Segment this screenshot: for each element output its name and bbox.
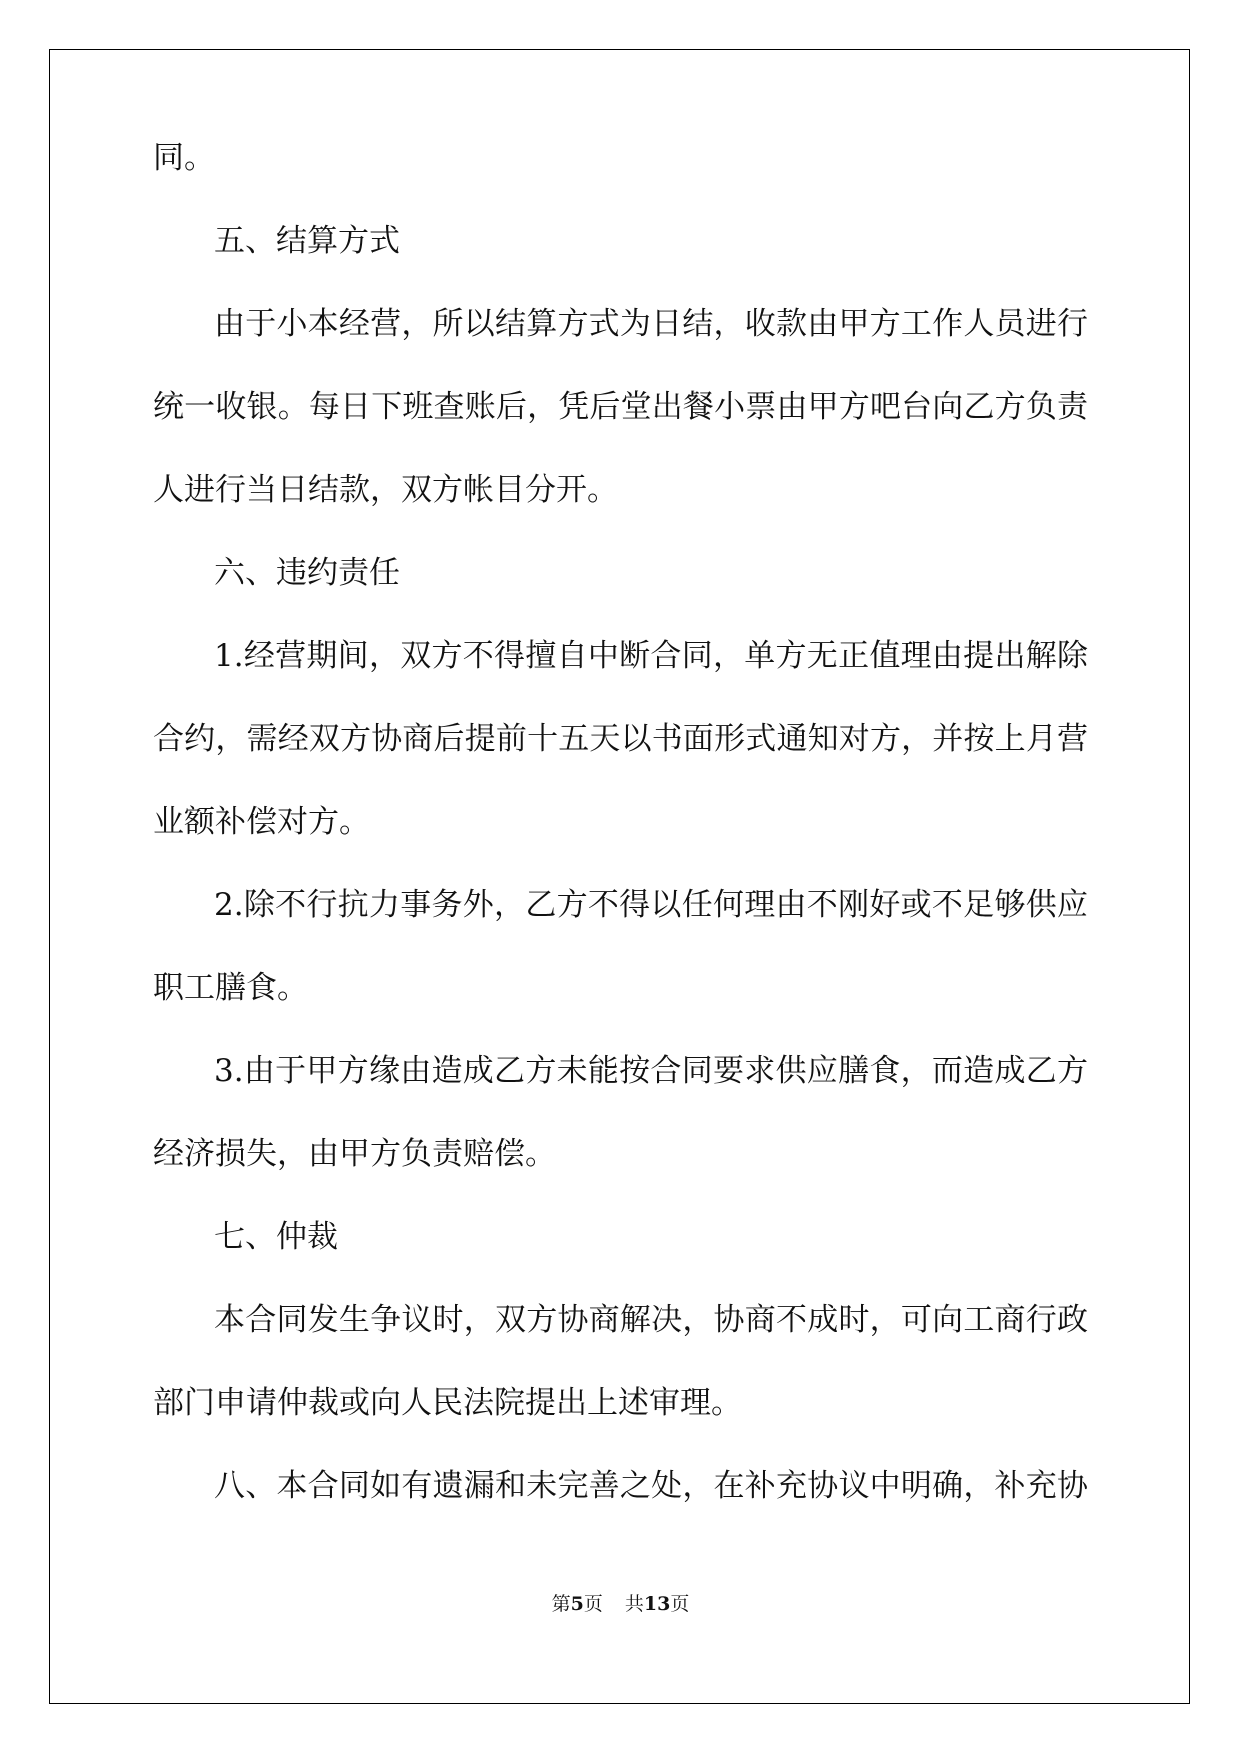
paragraph-line: 由于小本经营，所以结算方式为日结，收款由甲方工作人员进行 xyxy=(214,306,1088,342)
paragraph-line: 部门申请仲裁或向人民法院提出上述审理。 xyxy=(153,1385,742,1421)
paragraph-line: 本合同发生争议时，双方协商解决，协商不成时，可向工商行政 xyxy=(214,1302,1088,1338)
page-suffix: 页 xyxy=(583,1593,603,1615)
page-footer xyxy=(0,1589,1241,1616)
paragraph-line: 业额补偿对方。 xyxy=(153,804,370,840)
paragraph-line: 3.由于甲方缘由造成乙方未能按合同要求供应膳食，而造成乙方 xyxy=(214,1053,1088,1089)
paragraph-line: 2.除不行抗力事务外，乙方不得以任何理由不刚好或不足够供应 xyxy=(214,887,1088,923)
page-border xyxy=(49,49,1190,1704)
paragraph-line: 人进行当日结款，双方帐目分开。 xyxy=(153,472,618,508)
total-suffix: 页 xyxy=(670,1593,690,1615)
section-heading: 五、结算方式 xyxy=(214,223,400,259)
total-pages: 13 xyxy=(643,1593,671,1615)
paragraph-line: 1.经营期间，双方不得擅自中断合同，单方无正值理由提出解除 xyxy=(214,638,1088,674)
paragraph-line: 经济损失，由甲方负责赔偿。 xyxy=(153,1136,556,1172)
page-prefix: 第 xyxy=(551,1593,571,1615)
section-heading: 六、违约责任 xyxy=(214,555,400,591)
paragraph-line: 职工膳食。 xyxy=(153,970,308,1006)
paragraph-line: 合约，需经双方协商后提前十五天以书面形式通知对方，并按上月营 xyxy=(153,721,1088,757)
page-number: 5 xyxy=(570,1593,584,1615)
paragraph-line: 统一收银。每日下班查账后，凭后堂出餐小票由甲方吧台向乙方负责 xyxy=(153,389,1088,425)
paragraph-line: 同。 xyxy=(153,140,215,176)
section-heading: 七、仲裁 xyxy=(214,1219,338,1255)
section-heading: 八、本合同如有遗漏和未完善之处，在补充协议中明确，补充协 xyxy=(214,1468,1088,1504)
total-prefix: 共 xyxy=(624,1593,644,1615)
